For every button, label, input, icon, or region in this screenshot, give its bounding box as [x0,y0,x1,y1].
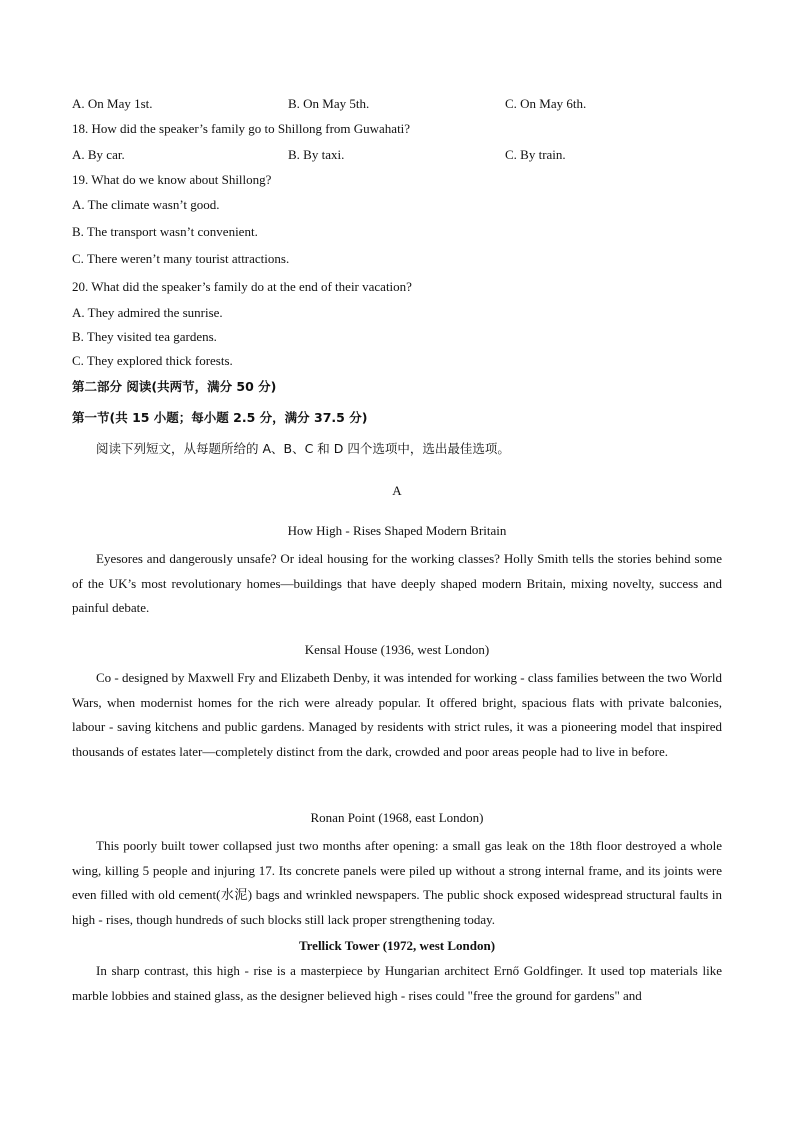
q17-option-b: B. On May 5th. [288,96,370,111]
section-text-ronan: This poorly built tower collapsed just two months after opening: a small gas leak on the 18th floor destroyed a whole wing, killing 5 people and injuring 17. Its concrete panels were piled up without a strong internal frame, and its joints were even filled with old cement(水泥) bags and wrinkled newspapers. The public shock exposed widespread structural faults in high - rises, though hundreds of such blocks still lack proper strengthening today. [72,838,722,927]
q20-question: 20. What did the speaker’s family do at the end of their vacation? [72,279,412,294]
section-heading-ronan: Ronan Point (1968, east London) [310,810,484,825]
passage-letter: A [392,483,402,498]
q19-question: 19. What do we know about Shillong? [72,172,272,187]
q18-question: 18. How did the speaker’s family go to Shillong from Guwahati? [72,121,411,136]
q19-option-c: C. There weren’t many tourist attractions. [72,251,290,266]
q19-option-a: A. The climate wasn’t good. [72,197,220,212]
reading-instruction: 阅读下列短文，从每题所给的 A、B、C 和 D 四个选项中，选出最佳选项。 [96,441,510,456]
section-text-trellick: In sharp contrast, this high - rise is a masterpiece by Hungarian architect Ernő Goldfinger. It used top materials like marble lobbies and stained glass, as the designer believed high - rises could "free the ground for gardens" and [72,963,722,1003]
q17-option-c: C. On May 6th. [505,96,587,111]
section-heading-kensal: Kensal House (1936, west London) [304,642,490,657]
q18-option-c: C. By train. [505,147,566,162]
q18-option-b: B. By taxi. [288,147,345,162]
passage-title: How High - Rises Shaped Modern Britain [287,523,507,538]
passage-intro: Eyesores and dangerously unsafe? Or ideal housing for the working classes? Holly Smith tells the stories behind some of the UK’s most revolutionary homes—buildings that have deeply shaped modern Britain, mixing novelty, success and painful debate. [72,551,722,615]
q18-option-a: A. By car. [72,147,125,162]
section1-title: 第一节(共 15 小题；每小题 2.5 分，满分 37.5 分) [72,410,368,425]
q17-option-a: A. On May 1st. [72,96,153,111]
section-text-kensal: Co - designed by Maxwell Fry and Elizabeth Denby, it was intended for working - class families between the two World Wars, when modernist homes for the rich were already popular. It offered bright, spacious flats with private balconies, labour - saving kitchens and public gardens. Managed by residents with strict rules, it was a pioneering model that inspired thousands of estates later—completely distinct from the dark, crowded and poor areas people had to live in before. [72,670,722,759]
q20-option-a: A. They admired the sunrise. [72,305,223,320]
q19-option-b: B. The transport wasn’t convenient. [72,224,258,239]
part2-title: 第二部分 阅读(共两节，满分 50 分) [72,379,277,394]
q20-option-b: B. They visited tea gardens. [72,329,217,344]
q20-option-c: C. They explored thick forests. [72,353,233,368]
section-heading-trellick: Trellick Tower (1972, west London) [298,938,496,953]
